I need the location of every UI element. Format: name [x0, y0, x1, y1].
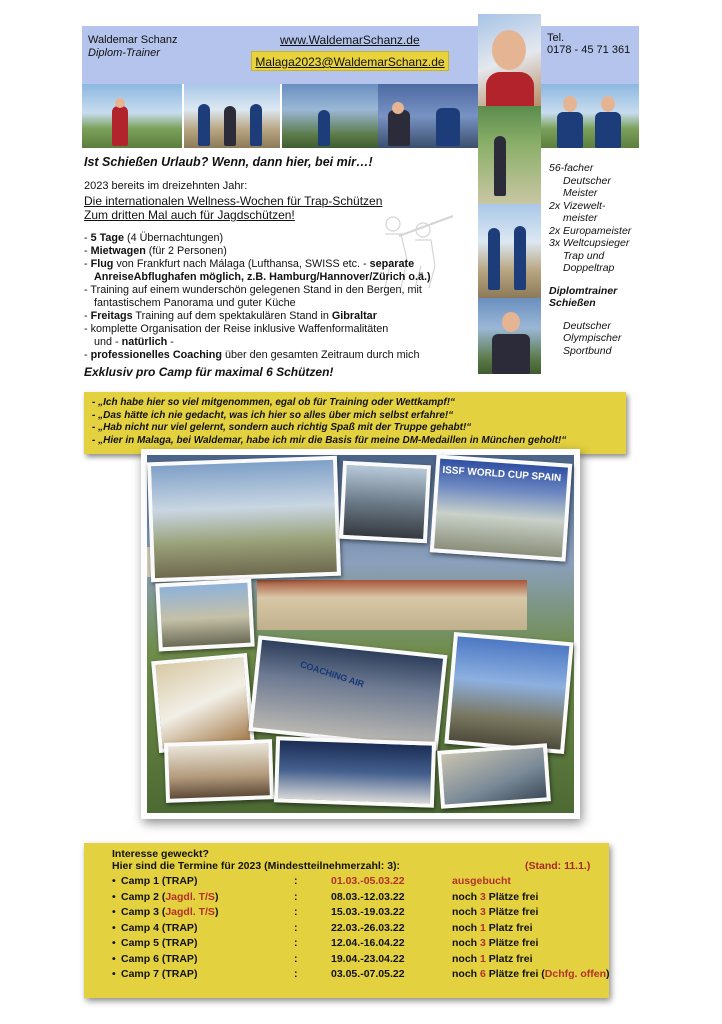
feature-item-continuation: fantastischem Panorama und guter Küche: [94, 297, 296, 309]
status-date: (Stand: 11.1.): [525, 860, 591, 872]
collage-photo-mountain-group: [444, 632, 573, 754]
photo-trainer-portrait: [478, 14, 541, 106]
achievement-line: Trap und: [563, 249, 605, 262]
photo-range-1: [478, 106, 541, 204]
achievements-list: [549, 162, 631, 357]
achievement-line: Deutscher: [563, 174, 611, 187]
collage-photo-worldcup: [430, 454, 573, 561]
feature-item: - Mietwagen (für 2 Personen): [84, 245, 227, 257]
achievement-line: meister: [563, 212, 598, 224]
testimonials-box: [84, 392, 626, 454]
achievement-line: 2x Europameister: [549, 224, 632, 237]
dates-heading: Hier sind die Termine für 2023 (Mindestteilnehmerzahl: 3):: [112, 860, 401, 872]
program-line-2: Zum dritten Mal auch für Jagdschützen!: [84, 208, 295, 222]
trainer-title: Schießen: [549, 297, 596, 309]
trainer-role: Diplom-Trainer: [88, 47, 160, 59]
feature-item: - Training auf einem wunderschön gelegenen Stand in den Bergen, mit: [84, 284, 422, 296]
worldcup-banner: ISSF WORLD CUP SPAIN: [442, 464, 562, 485]
program-line-1: Die internationalen Wellness-Wochen für Trap-Schützen: [84, 194, 383, 208]
feature-item: - komplette Organisation der Reise inklusive Waffenformalitäten: [84, 323, 389, 335]
feature-item: - Flug von Frankfurt nach Málaga (Lufthansa, SWISS etc. - separate: [84, 258, 415, 270]
testimonial: - „Ich habe hier so viel mitgenommen, egal ob für Training oder Wettkampf!“: [92, 397, 456, 408]
photo-collage: [141, 449, 580, 819]
achievement-line: 2x Vizewelt-: [549, 199, 606, 212]
testimonial: - „Das hätte ich nie gedacht, was ich hier so alles über mich selbst erfahre!“: [92, 409, 454, 421]
collage-photo-group-1: [339, 461, 431, 543]
trainer-name: Waldemar Schanz: [88, 34, 178, 46]
dosb-line: Olympischer: [563, 332, 622, 344]
trainer-title: Diplomtrainer: [549, 284, 618, 297]
photo-shooter-athens: [82, 84, 182, 148]
photo-range-2: [478, 204, 541, 298]
testimonial: - „Hier in Malaga, bei Waldemar, habe ich mir die Basis für meine DM-Medaillen in München geholt!“: [92, 434, 567, 446]
collage-photo-restaurant: [164, 739, 274, 803]
year-line: 2023 bereits im dreizehnten Jahr:: [84, 180, 248, 192]
collage-photo-airplane: [249, 635, 448, 750]
headline: Ist Schießen Urlaub? Wenn, dann hier, bei mir…!: [84, 155, 373, 169]
dosb-line: Sportbund: [563, 344, 612, 357]
collage-photo-dinner: [151, 653, 255, 753]
tel-number[interactable]: 0178 - 45 71 361: [547, 44, 631, 56]
dosb-line: Deutscher: [563, 319, 611, 332]
exclusive-note: Exklusiv pro Camp für maximal 6 Schützen!: [84, 365, 334, 379]
photo-shooters-group: [184, 84, 280, 148]
achievement-line: Doppeltrap: [563, 262, 615, 274]
website-link[interactable]: www.WaldemarSchanz.de: [280, 33, 420, 47]
achievement-line: 56-facher: [549, 162, 594, 174]
collage-photo-shells: [437, 743, 551, 809]
airplane-label: COACHING AIR: [298, 659, 366, 690]
photo-range-3: [478, 298, 541, 374]
testimonial: - „Hab nicht nur viel gelernt, sondern auch richtig Spaß mit der Truppe gehabt!“: [92, 422, 472, 433]
feature-item: - Freitags Training auf dem spektakulären Stand in Gibraltar: [84, 310, 377, 322]
collage-photo-terrace: [147, 456, 341, 583]
feature-item-continuation: und - natürlich -: [94, 336, 174, 348]
achievement-line: Meister: [563, 187, 598, 199]
photo-shooter-closeup: [378, 84, 478, 148]
feature-item: - 5 Tage (4 Übernachtungen): [84, 232, 224, 244]
achievement-line: 3x Weltcupsieger: [549, 237, 630, 249]
collage-photo-group-2: [155, 579, 254, 652]
email-link[interactable]: Malaga2023@WaldemarSchanz.de: [251, 51, 449, 71]
feature-list: [84, 232, 484, 362]
photo-shooting-range: [282, 84, 378, 148]
collage-photo-marina: [274, 736, 436, 808]
feature-item: - professionelles Coaching über den gesamten Zeitraum durch mich: [84, 349, 420, 361]
interest-heading: Interesse geweckt?: [112, 848, 209, 860]
tel-label: Tel.: [547, 32, 565, 44]
schedule-box: Interesse geweckt? Hier sind die Termine für 2023 (Mindestteilnehmerzahl: 3): (Stand: 11.1.) • Camp 1 (TRAP) : 01.03.-05.03.22 ausgebucht • Camp 2 (Jagdl. T/S) : 08.03.-12.03.22 noch 3 Plätze frei • Camp 3 (Jagdl. T/S) : 15.03.-19.03.22 noch 3 Plätze frei • Camp 4 (TRAP) : 22.03.-26.03.22 noch 1 Platz frei • Camp 5 (TRAP) : 12.04.-16.04.22 noch 3 Plätze frei • Camp 6 (TRAP) : 19.04.-23.04.22 noch 1 Platz frei • Camp 7 (TRAP) : 03.05.-07.05.22 noch 6 Plätze frei (Dchfg. offen): [84, 843, 609, 998]
feature-item-continuation: AnreiseAbflughafen möglich, z.B. Hamburg/Hannover/Zürich o.ä.): [94, 271, 431, 283]
photo-trainer-shooting: [541, 84, 639, 148]
